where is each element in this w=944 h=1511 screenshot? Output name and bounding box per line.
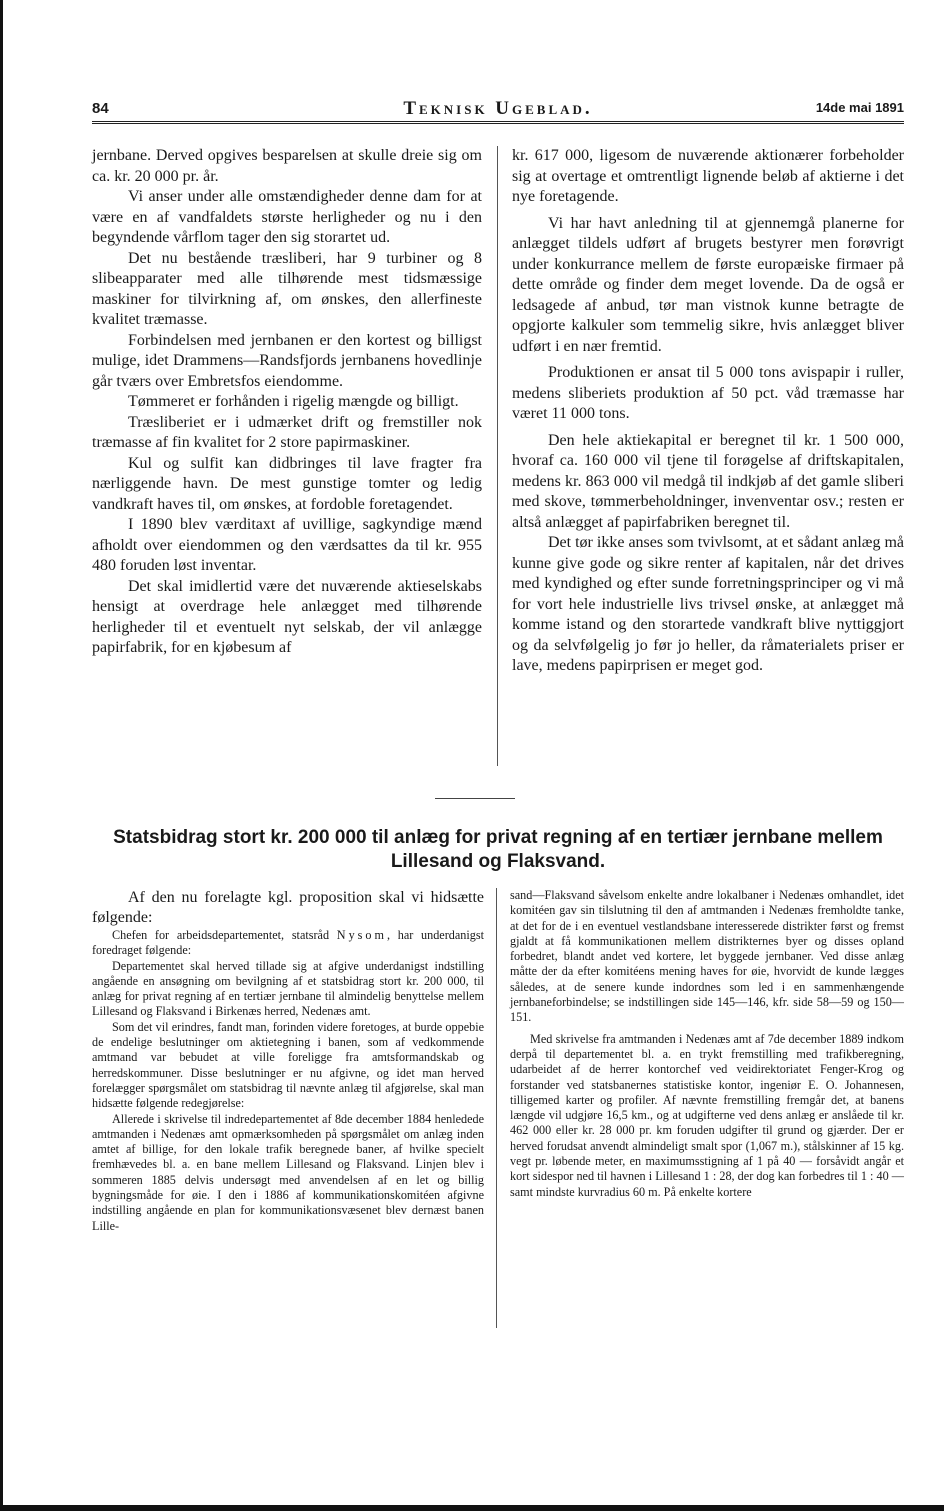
paragraph: Det nu bestående træsliberi, har 9 turbiner og 8 slibeapparater med alle tilhørende mest tidsmæssige maskiner for tilvirkning af, om ønskes, den allerfineste kvalitet træmasse.: [92, 249, 482, 328]
paragraph: I 1890 blev værditaxt af uvillige, sagkyndige mænd afholdt over eiendommen og den værdsattes da til kr. 955 480 foruden løst inventar.: [92, 516, 482, 574]
top-right-column: [512, 146, 904, 677]
column-divider: [497, 146, 498, 766]
scan-border-bottom: [0, 1505, 944, 1511]
paragraph: kr. 617 000, ligesom de nuværende aktionærer forbeholder sig at overtage et omtrentligt lignende beløb af aktierne i det nye foretagende.: [512, 147, 904, 205]
paragraph: Allerede i skrivelse til indredepartementet af 8de december 1884 henledede amtmanden i Nedenæs amt opmærksomheden på spørgsmålet om anlæg inden amtet af billige, for den lokale trafik beregnede baner, af hvilke specielt fremhævedes bl. a. en bane mellem Lillesand og Flaksvand. Linjen blev i sommeren 1885 delvis undersøgt med anvendelsen af en let og billig bygningsmåde for øie. I den i 1886 af kommunikationskomitéen afgivne indstilling angående en plan for kommunikationsvæsenet blev dernæst banen Lille-: [92, 1111, 484, 1233]
header-rule: [92, 121, 904, 124]
paragraph: Forbindelsen med jernbanen er den kortest og billigst mulige, idet Drammens—Randsfjords jernbanens hovedlinje går tværs over Embretsfos eiendomme.: [92, 331, 482, 390]
article-lead: Af den nu forelagte kgl. proposition skal vi hidsætte følgende:: [92, 889, 484, 926]
paragraph: sand—Flaksvand såvelsom enkelte andre lokalbaner i Nedenæs omhandlet, idet komitéen gav sin tilslutning til den af amtmanden i Nedenæs fremholdte tanke, at det for de i en eventuel vestlandsbane interesserede distrikter først og fremst gjaldt at få kommunikationen mellem distrikternes byer og disses opland forbedret, blandt andet ved kortere, let byggede jernbaner. Ved disse anlæg måtte der da efter komitéens mening haves for øie, hvorvidt de kunde lægges således, at de senere kunde indordnes som led i en sammenhængende jernbaneforbindelse; se indstillingen side 145—146, kfr. side 58—59 og 150—151.: [510, 888, 904, 1025]
page-header: [92, 96, 904, 120]
paragraph: Med skrivelse fra amtmanden i Nedenæs amt af 7de december 1889 indkom derpå til departementet bl. a. en trykt fremstilling med trafikberegning, udarbeidet af de herrer kontorchef ved veidirektoriatet Fenger-Krog og forstander ved statsbanernes statistiske kontor, ingeniør E. O. Johannesen, tilligemed karter og profiler. Af nævnte fremstilling fremgår det, at banens længde vil udgjøre 16,5 km., og at udgifterne ved dens anlæg er anslåede til kr. 462 000 eller kr. 28 000 pr. km foruden udgifter til grund og gjærder. Der er herved forudsat anvendt almindeligt smalt spor (1,067 m.), stålskinner af 15 kg. vegt pr. løbende meter, en maximumsstigning af 1 på 40 — forsåvidt angår et kort sidespor ned til havnen i Lillesand 1 : 28, der dog kan forbedres til 1 : 40 — samt mindste kurvradius 60 m. På enkelte kortere: [510, 1031, 904, 1199]
paragraph: Departementet skal herved tillade sig at afgive underdanigst indstilling angående en ansøgning om bevilgning af et statsbidrag stort kr. 200 000, til anlæg for privat regning af en tertiær jernbane til almindelig benyttelse mellem Lillesand og Flaksvand i Birkenæs herred, Nedenæs amt.: [92, 958, 484, 1019]
top-left-column: [92, 146, 482, 659]
paragraph: Det skal imidlertid være det nuværende aktieselskabs hensigt at overdrage hele anlægget med tilhørende herligheder til et eventuelt nyt selskab, der vil anlægge papirfabrik, for en kjøbesum af: [92, 577, 482, 656]
minister-name: Nysom: [336, 928, 387, 942]
bottom-right-column: [510, 888, 904, 1200]
paragraph: Tømmeret er forhånden i rigelig mængde og billigt.: [128, 393, 459, 410]
paragraph: Chefen for arbeidsdepartementet, statsråd Nysom, har underdanigst foredraget følgende:: [92, 928, 484, 958]
bottom-left-column: [92, 888, 484, 1234]
proposition-text: [92, 928, 484, 1234]
paragraph: Vi anser under alle omstændigheder denne dam for at være en af vandfaldets største herligheder og nu i den begyndende vårflom tager den sig storartet ud.: [92, 188, 482, 246]
section-divider: [435, 798, 515, 799]
paragraph: Produktionen er ansat til 5 000 tons avispapir i ruller, medens sliberiets produktion af 50 pct. våd træmasse har været 11 000 tons.: [512, 364, 904, 422]
paragraph: jernbane. Derved opgives besparelsen at skulle dreie sig om ca. kr. 20 000 pr. år.: [92, 147, 482, 185]
paragraph: Kul og sulfit kan didbringes til lave fragter fra nærliggende havn. De mest gunstige tomter og ledig vandkraft haves til, om ønskes, at fordoble foretagendet.: [92, 454, 482, 513]
scan-border-left: [0, 0, 3, 1511]
journal-title: Teknisk Ugeblad.: [403, 98, 593, 119]
paragraph: Træsliberiet er i udmærket drift og fremstiller nok træmasse af fin kvalitet for 2 store papirmaskiner.: [92, 413, 482, 451]
paragraph: Det tør ikke anses som tvivlsomt, at et sådant anlæg må kunne give gode og sikre renter af kapitalen, når det drives med kyndighed og efter sunde forretningsprinciper og vi må for vort hele industrielle livs trivsel ønske, at anlægget må komme istand og den storartede vandkraft blive nyttiggjort og da selvfølgelig jo før jo heller, da råmaterialets priser er lave, medens papirprisen er meget god.: [512, 534, 904, 674]
issue-date: 14de mai 1891: [815, 100, 904, 115]
page-number: 84: [92, 100, 109, 117]
article-title: Statsbidrag stort kr. 200 000 til anlæg for privat regning af en tertiær jernbane mellem Lillesand og Flaksvand.: [113, 827, 883, 872]
column-divider: [496, 888, 497, 1328]
paragraph: Den hele aktiekapital er beregnet til kr. 1 500 000, hvoraf ca. 160 000 vil tjene til forøgelse af driftskapitalen, medens kr. 863 000 vil medgå til indkjøb af det gamle sliberi med skove, tømmerbeholdninger, invenventar osv.; resten er altså anlægget af papirfabriken beregnet til.: [512, 431, 904, 531]
paragraph: Som det vil erindres, fandt man, forinden videre foretoges, at burde oppebie de endelige beslutninger om aktietegning i banen, som af vedkommende amtmand var bebudet at ville foreligge fra amtsformandskab og herredskommuner. Disse beslutninger er nu afgivne, og idet man herved forelægger spørgsmålet om statsbidrag til nævnte anlæg til afgjørelse, skal man hidsætte følgende redegjørelse:: [92, 1019, 484, 1111]
paragraph: Vi har havt anledning til at gjennemgå planerne for anlægget tildels udført af brugets bestyrer men forøvrigt under konkurrance mellem de første europæiske firmaer på dette område og finder dem meget lovende. Da de også er ledsagede af anbud, tør man vistnok kunne betragte de opgjorte kalkuler som temmelig sikre, hvis anlægget bliver udført i en nær fremtid.: [512, 214, 904, 355]
